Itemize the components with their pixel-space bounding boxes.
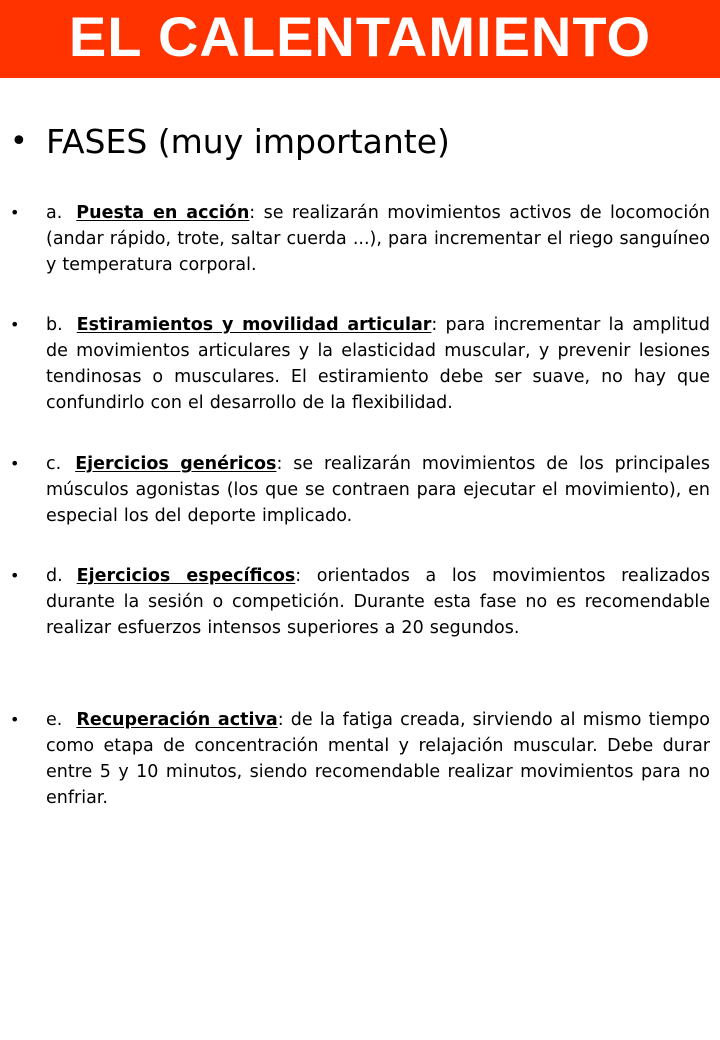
list-item-letter: b.	[46, 315, 63, 335]
list-item-description: : para incrementar la amplitud de movimientos articulares y la elasticidad muscular, y prevenir lesiones tendinosas o musculares. El estiramiento debe ser suave, no hay que confundirlo con el desarrollo de la flexibilidad.	[46, 315, 710, 413]
bullet-icon: •	[10, 315, 20, 334]
page-title: EL CALENTAMIENTO	[68, 5, 652, 68]
list-item-keyword: Ejercicios específicos	[76, 566, 296, 586]
list-item-description: : se realizarán movimientos activos de locomoción (andar rápido, trote, saltar cuerda ...), para incrementar el riego sanguíneo y temperatura corporal.	[46, 203, 710, 275]
bullet-icon: •	[10, 710, 20, 729]
list-item-description: : se realizarán movimientos de los principales músculos agonistas (los que se contraen para ejecutar el movimiento), en especial los del deporte implicado.	[46, 454, 710, 526]
section-heading-text: FASES (muy importante)	[46, 122, 450, 161]
list-item-keyword: Ejercicios genéricos	[75, 454, 277, 474]
list-item-description: : de la fatiga creada, sirviendo al mismo tiempo como etapa de concentración mental y relajación muscular. Debe durar entre 5 y 10 minutos, siendo recomendable realizar movimientos para no enfriar.	[46, 710, 710, 808]
list-item-letter: e.	[46, 710, 63, 730]
bullet-icon: •	[10, 203, 20, 222]
bullet-icon: •	[10, 454, 20, 473]
bullet-icon: •	[10, 566, 20, 585]
list-item-letter: a.	[46, 203, 63, 223]
section-heading	[0, 118, 720, 168]
list-item-text	[46, 451, 710, 529]
list-item-text	[46, 312, 710, 416]
list-item-text	[46, 563, 710, 641]
bullet-icon: •	[10, 124, 28, 159]
list-item-text	[46, 707, 710, 811]
list-item-keyword: Estiramientos y movilidad articular	[76, 315, 432, 335]
list-item-keyword: Recuperación activa	[76, 710, 278, 730]
list-item-letter: c.	[46, 454, 62, 474]
list-item-text	[46, 200, 710, 278]
list-item-letter: d.	[46, 566, 63, 586]
title-banner	[0, 0, 720, 78]
list-item-description: : orientados a los movimientos realizados durante la sesión o competición. Durante esta fase no es recomendable realizar esfuerzos intensos superiores a 20 segundos.	[46, 566, 710, 638]
list-item-keyword: Puesta en acción	[76, 203, 250, 223]
